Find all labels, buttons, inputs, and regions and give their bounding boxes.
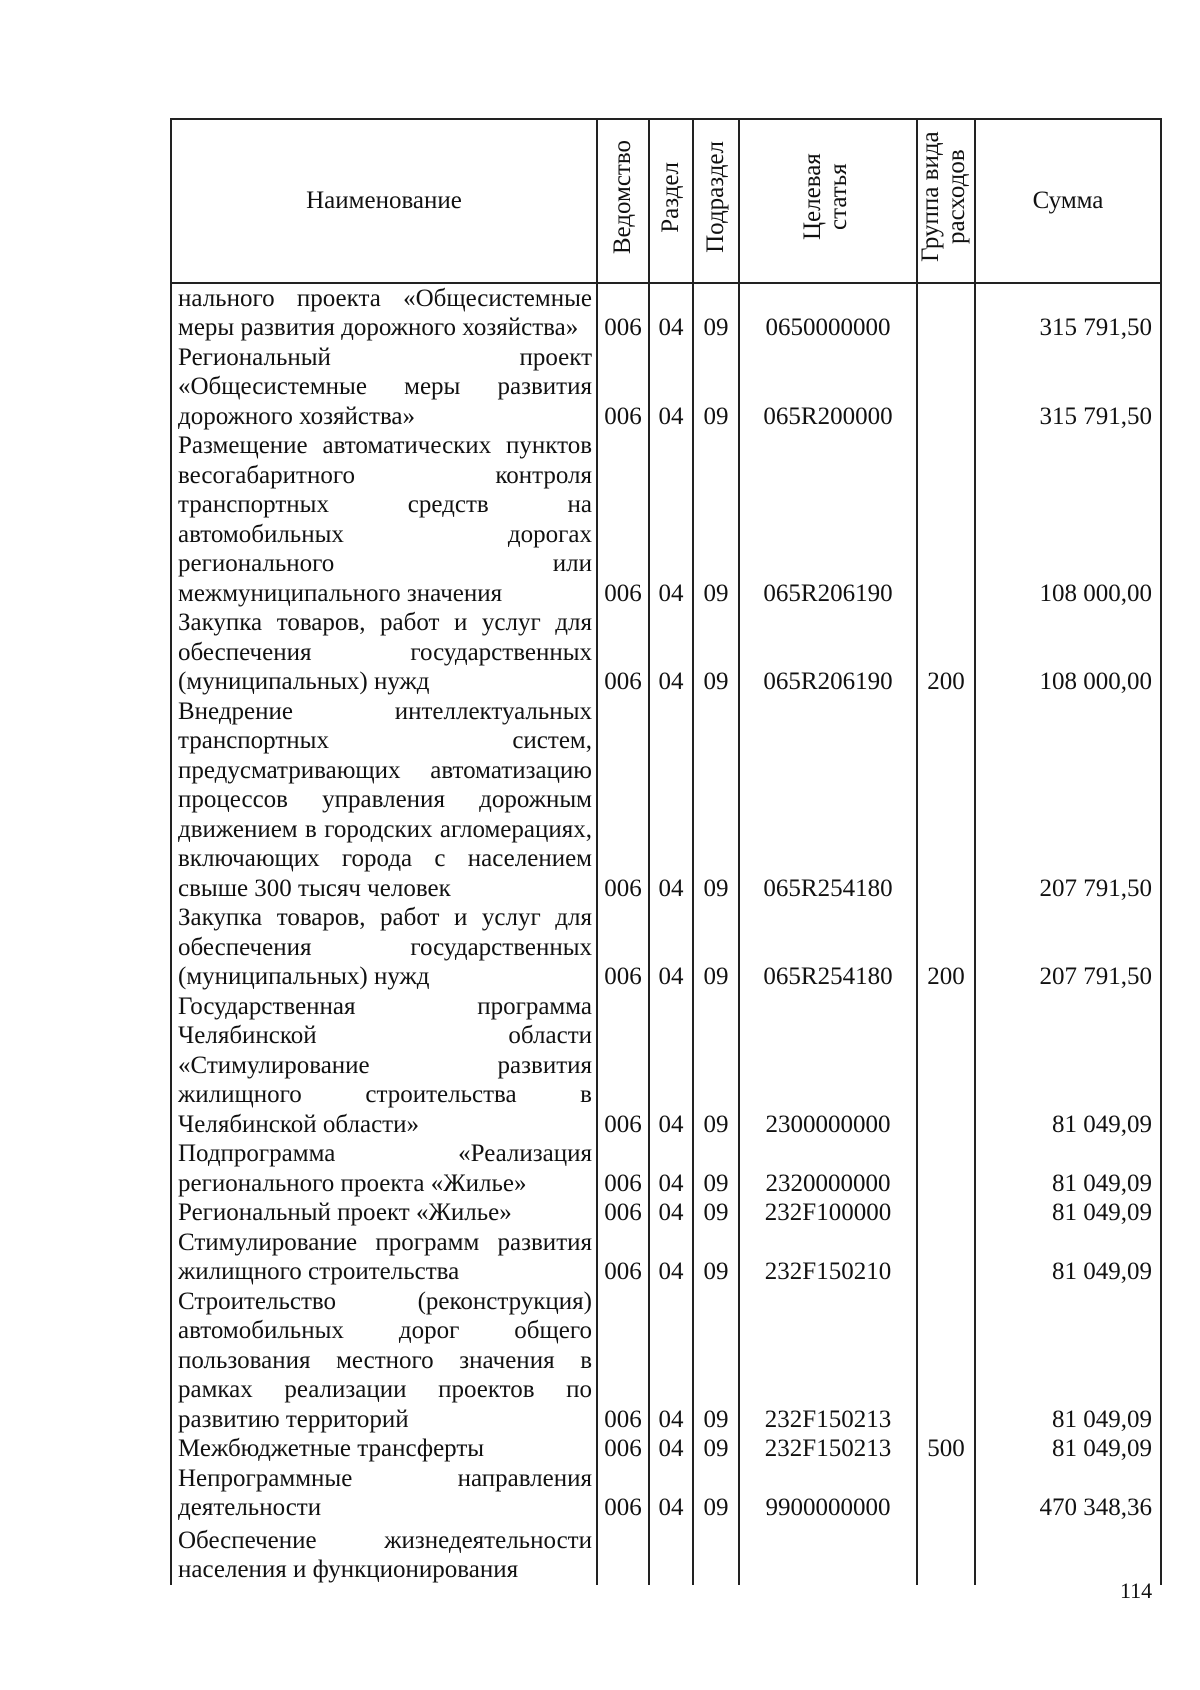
table-row: [171, 697, 1161, 904]
row-razdel: 04: [649, 431, 693, 608]
table-row: [171, 1434, 1161, 1464]
row-gruppa: [917, 1198, 975, 1228]
row-name: Обеспечение жизнедеятельности населения и функционирования: [171, 1523, 597, 1585]
table-row: [171, 992, 1161, 1140]
row-razdel: 04: [649, 343, 693, 432]
table-row: [171, 431, 1161, 608]
row-gruppa: [917, 1228, 975, 1287]
row-name: Государственная программа Челябинской области «Стимулирование развития жилищного строительства в Челябинской области»: [171, 992, 597, 1140]
row-celevaya-statya: 065R206190: [739, 608, 917, 697]
row-summa: 207 791,50: [975, 903, 1161, 992]
header-name: Наименование: [171, 119, 597, 283]
row-vedomstvo: 006: [597, 431, 649, 608]
row-razdel: 04: [649, 1228, 693, 1287]
row-vedomstvo: 006: [597, 608, 649, 697]
table-row: [171, 1287, 1161, 1435]
row-celevaya-statya: [739, 1523, 917, 1585]
row-name: Закупка товаров, работ и услуг для обеспечения государственных (муниципальных) нужд: [171, 608, 597, 697]
row-celevaya-statya: 2300000000: [739, 992, 917, 1140]
row-razdel: [649, 1523, 693, 1585]
row-celevaya-statya: 065R254180: [739, 903, 917, 992]
row-razdel: 04: [649, 697, 693, 904]
row-celevaya-statya: 232F150213: [739, 1287, 917, 1435]
row-podrazdel: 09: [693, 992, 739, 1140]
row-podrazdel: 09: [693, 903, 739, 992]
row-gruppa: 500: [917, 1434, 975, 1464]
row-name: нального проекта «Общесистемные меры развития дорожного хозяйства»: [171, 283, 597, 343]
row-summa: 81 049,09: [975, 1287, 1161, 1435]
row-gruppa: 200: [917, 608, 975, 697]
row-vedomstvo: 006: [597, 1287, 649, 1435]
table-row: [171, 903, 1161, 992]
row-vedomstvo: 006: [597, 1198, 649, 1228]
row-name: Внедрение интеллектуальных транспортных систем, предусматривающих автоматизацию процессов управления дорожным движением в городских агломерациях, включающих города с населением свыше 300 тысяч человек: [171, 697, 597, 904]
row-vedomstvo: 006: [597, 903, 649, 992]
table-row: [171, 1523, 1161, 1585]
table-row: [171, 608, 1161, 697]
row-razdel: 04: [649, 1434, 693, 1464]
row-summa: 315 791,50: [975, 343, 1161, 432]
row-summa: 81 049,09: [975, 992, 1161, 1140]
header-podrazdel: Подраздел: [693, 119, 739, 283]
row-razdel: 04: [649, 1198, 693, 1228]
row-summa: 81 049,09: [975, 1434, 1161, 1464]
row-vedomstvo: 006: [597, 1228, 649, 1287]
row-vedomstvo: 006: [597, 283, 649, 343]
table-row: [171, 1228, 1161, 1287]
row-podrazdel: 09: [693, 1287, 739, 1435]
row-razdel: 04: [649, 992, 693, 1140]
row-podrazdel: 09: [693, 283, 739, 343]
row-podrazdel: 09: [693, 1228, 739, 1287]
row-vedomstvo: 006: [597, 1139, 649, 1198]
budget-table: [170, 118, 1162, 1585]
row-vedomstvo: 006: [597, 697, 649, 904]
table-row: [171, 283, 1161, 343]
table-row: [171, 1198, 1161, 1228]
row-celevaya-statya: 065R254180: [739, 697, 917, 904]
row-gruppa: [917, 697, 975, 904]
row-gruppa: [917, 992, 975, 1140]
row-gruppa: [917, 343, 975, 432]
row-vedomstvo: [597, 1523, 649, 1585]
row-gruppa: [917, 1523, 975, 1585]
table-body: [171, 283, 1161, 1585]
row-summa: 81 049,09: [975, 1198, 1161, 1228]
row-celevaya-statya: 0650000000: [739, 283, 917, 343]
row-razdel: 04: [649, 1287, 693, 1435]
row-name: Закупка товаров, работ и услуг для обеспечения государственных (муниципальных) нужд: [171, 903, 597, 992]
row-gruppa: [917, 283, 975, 343]
row-celevaya-statya: 232F150213: [739, 1434, 917, 1464]
row-summa: 81 049,09: [975, 1139, 1161, 1198]
header-gruppa-vida-rashodov: Группа вида расходов: [917, 119, 975, 283]
row-gruppa: [917, 1139, 975, 1198]
row-name: Межбюджетные трансферты: [171, 1434, 597, 1464]
row-name: Размещение автоматических пунктов весогабаритного контроля транспортных средств на автомобильных дорогах регионального или межмуниципального значения: [171, 431, 597, 608]
row-celevaya-statya: 065R200000: [739, 343, 917, 432]
row-celevaya-statya: 232F150210: [739, 1228, 917, 1287]
row-gruppa: [917, 431, 975, 608]
row-summa: 315 791,50: [975, 283, 1161, 343]
row-podrazdel: 09: [693, 608, 739, 697]
row-podrazdel: 09: [693, 343, 739, 432]
header-summa: Сумма: [975, 119, 1161, 283]
table-header-row: [171, 119, 1161, 283]
header-vedomstvo: Ведомство: [597, 119, 649, 283]
table-row: [171, 1464, 1161, 1523]
row-celevaya-statya: 232F100000: [739, 1198, 917, 1228]
row-gruppa: 200: [917, 903, 975, 992]
row-razdel: 04: [649, 903, 693, 992]
row-vedomstvo: 006: [597, 343, 649, 432]
row-podrazdel: 09: [693, 1434, 739, 1464]
row-name: Строительство (реконструкция) автомобильных дорог общего пользования местного значения в рамках реализации проектов по развитию территорий: [171, 1287, 597, 1435]
row-gruppa: [917, 1287, 975, 1435]
row-razdel: 04: [649, 283, 693, 343]
row-summa: 81 049,09: [975, 1228, 1161, 1287]
row-podrazdel: 09: [693, 1198, 739, 1228]
header-celevaya-statya: Целевая статья: [739, 119, 917, 283]
row-summa: 207 791,50: [975, 697, 1161, 904]
row-summa: 470 348,36: [975, 1464, 1161, 1523]
row-name: Подпрограмма «Реализация регионального проекта «Жилье»: [171, 1139, 597, 1198]
row-celevaya-statya: 2320000000: [739, 1139, 917, 1198]
row-name: Стимулирование программ развития жилищного строительства: [171, 1228, 597, 1287]
row-podrazdel: 09: [693, 431, 739, 608]
row-summa: [975, 1523, 1161, 1585]
row-podrazdel: 09: [693, 697, 739, 904]
row-summa: 108 000,00: [975, 431, 1161, 608]
row-summa: 108 000,00: [975, 608, 1161, 697]
row-celevaya-statya: 065R206190: [739, 431, 917, 608]
row-razdel: 04: [649, 608, 693, 697]
row-vedomstvo: 006: [597, 1434, 649, 1464]
row-name: Региональный проект «Жилье»: [171, 1198, 597, 1228]
table-row: [171, 1139, 1161, 1198]
row-name: Региональный проект «Общесистемные меры развития дорожного хозяйства»: [171, 343, 597, 432]
row-celevaya-statya: 9900000000: [739, 1464, 917, 1523]
row-podrazdel: 09: [693, 1464, 739, 1523]
row-vedomstvo: 006: [597, 1464, 649, 1523]
row-podrazdel: 09: [693, 1139, 739, 1198]
row-razdel: 04: [649, 1464, 693, 1523]
row-gruppa: [917, 1464, 975, 1523]
header-razdel: Раздел: [649, 119, 693, 283]
page-number: 114: [1120, 1578, 1153, 1603]
row-razdel: 04: [649, 1139, 693, 1198]
row-vedomstvo: 006: [597, 992, 649, 1140]
row-name: Непрограммные направления деятельности: [171, 1464, 597, 1523]
table-row: [171, 343, 1161, 432]
row-podrazdel: [693, 1523, 739, 1585]
